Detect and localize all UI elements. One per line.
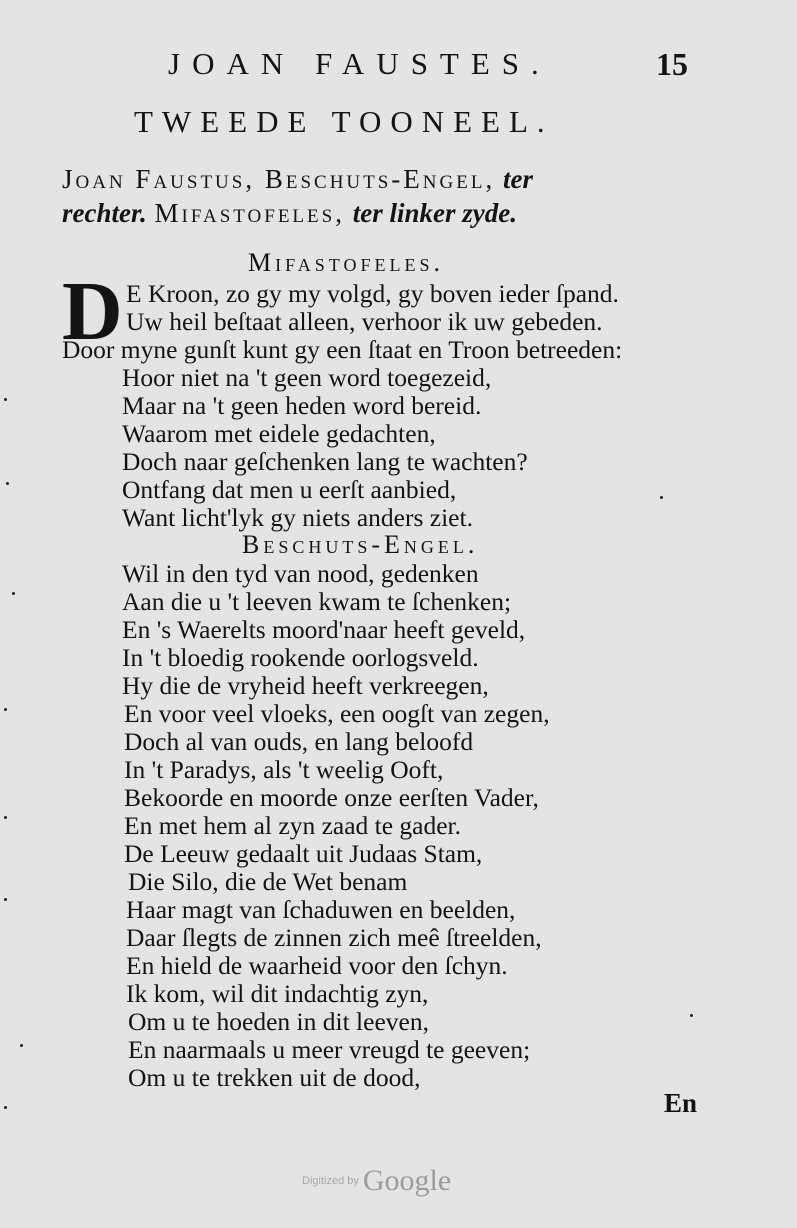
verse-line: Uw heil beſtaat alleen, verhoor ik uw gebeden. bbox=[126, 307, 603, 336]
speaker-heading-mifastofeles: Mifastofeles. bbox=[248, 248, 444, 277]
cast-line-1 bbox=[62, 162, 712, 196]
verse-line: Wil in den tyd van nood, gedenken bbox=[122, 559, 479, 588]
scan-speck bbox=[20, 1044, 23, 1047]
verse-line: Bekoorde en moorde onze eerſten Vader, bbox=[124, 783, 539, 812]
drop-cap: D bbox=[62, 265, 123, 358]
verse-line: Hoor niet na 't geen word toegezeid, bbox=[122, 363, 492, 392]
catchword: En bbox=[664, 1088, 698, 1118]
scan-speck bbox=[690, 1014, 693, 1017]
scene-title: TWEEDE TOONEEL. bbox=[134, 104, 554, 139]
scan-speck bbox=[6, 482, 9, 485]
scan-speck bbox=[4, 1106, 7, 1109]
verse-line: Door myne gunſt kunt gy een ſtaat en Troon betreeden: bbox=[62, 335, 623, 364]
verse-line: Maar na 't geen heden word bereid. bbox=[122, 391, 482, 420]
running-head bbox=[0, 40, 797, 90]
stage-direction-1: ter bbox=[502, 164, 533, 194]
digitized-watermark bbox=[302, 1164, 451, 1198]
scan-speck bbox=[4, 708, 7, 711]
scan-speck bbox=[12, 592, 15, 595]
verse-line: De Leeuw gedaalt uit Judaas Stam, bbox=[124, 839, 483, 868]
cast-list bbox=[62, 162, 712, 230]
verse-line: Waarom met eidele gedachten, bbox=[122, 419, 436, 448]
verse-line: Die Silo, die de Wet benam bbox=[128, 867, 408, 896]
verse-line: In 't Paradys, als 't weelig Ooft, bbox=[124, 755, 444, 784]
page-number: 15 bbox=[656, 46, 688, 82]
cast-line-2 bbox=[62, 196, 712, 230]
scan-speck bbox=[4, 398, 7, 401]
verse-line: Om u te trekken uit de dood, bbox=[128, 1063, 421, 1092]
scan-speck bbox=[4, 816, 7, 819]
stage-direction-2: rechter. bbox=[62, 198, 147, 228]
verse-line: En naarmaals u meer vreugd te geeven; bbox=[128, 1035, 531, 1064]
verse-line: En voor veel vloeks, een oogſt van zegen, bbox=[124, 699, 550, 728]
cast-names-2: Mifastofeles, bbox=[154, 198, 345, 228]
verse-line: Om u te hoeden in dit leeven, bbox=[128, 1007, 429, 1036]
digitized-label: Digitized by bbox=[302, 1175, 359, 1187]
verse-line: In 't bloedig rookende oorlogsveld. bbox=[122, 643, 479, 672]
verse-line: Daar ſlegts de zinnen zich meê ſtreelden, bbox=[126, 923, 542, 952]
speaker-heading-beschuts-engel: Beschuts-Engel. bbox=[242, 530, 479, 559]
scan-speck bbox=[4, 898, 7, 901]
verse-line: Doch al van ouds, en lang beloofd bbox=[124, 727, 474, 756]
verse-line: Ontfang dat men u eerſt aanbied, bbox=[122, 475, 457, 504]
verse-line: En 's Waerelts moord'naar heeft geveld, bbox=[122, 615, 526, 644]
verse-line: Aan die u 't leeven kwam te ſchenken; bbox=[122, 587, 512, 616]
verse-line: Haar magt van ſchaduwen en beelden, bbox=[126, 895, 516, 924]
verse-line: En hield de waarheid voor den ſchyn. bbox=[126, 951, 508, 980]
verse-line: E Kroon, zo gy my volgd, gy boven ieder ſpand. bbox=[126, 279, 619, 308]
verse-line: Doch naar geſchenken lang te wachten? bbox=[122, 447, 528, 476]
verse-line: En met hem al zyn zaad te gader. bbox=[124, 811, 462, 840]
stage-direction-3: ter linker zyde. bbox=[352, 198, 517, 228]
running-title: JOAN FAUSTES. bbox=[168, 46, 551, 81]
verse-line: Hy die de vryheid heeft verkreegen, bbox=[122, 671, 489, 700]
cast-names-1: Joan Faustus, Beschuts-Engel, bbox=[62, 164, 496, 194]
scan-speck bbox=[660, 496, 663, 499]
google-wordmark: Google bbox=[362, 1164, 452, 1197]
verse-line: Ik kom, wil dit indachtig zyn, bbox=[126, 979, 429, 1008]
verse-line: Want licht'lyk gy niets anders ziet. bbox=[122, 503, 473, 532]
